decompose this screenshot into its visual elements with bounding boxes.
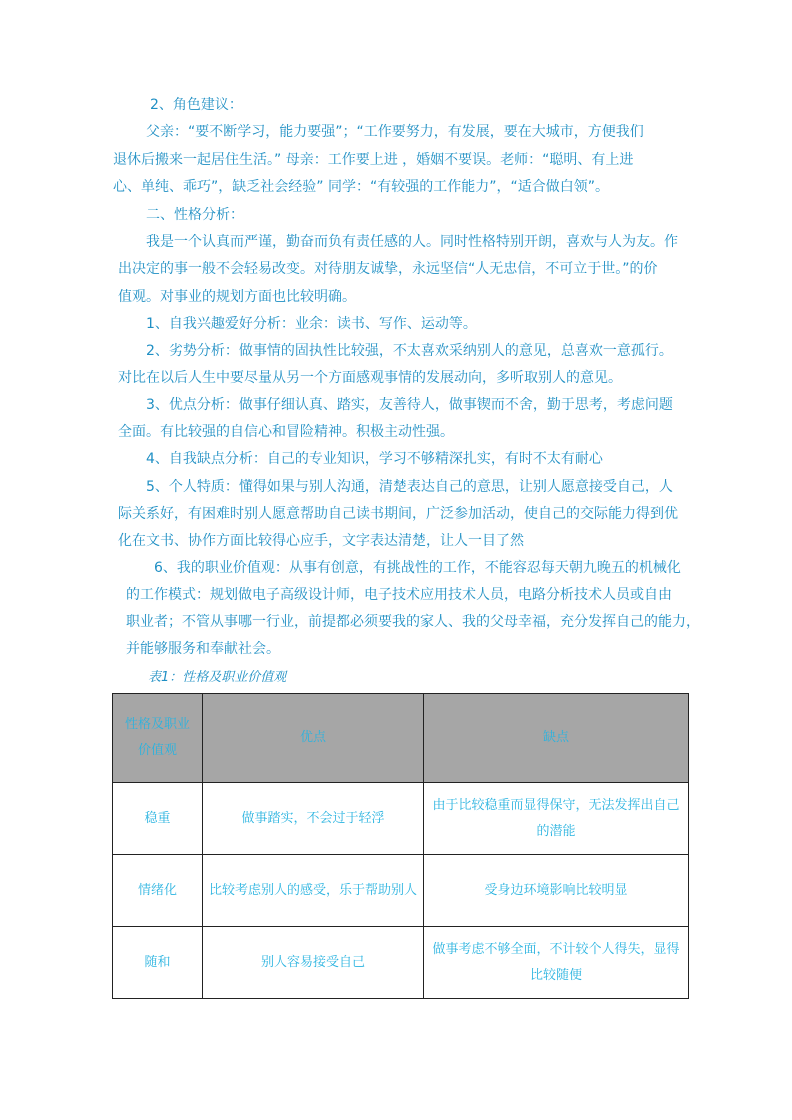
trait-cell: 情绪化: [113, 855, 203, 927]
paragraph-line: 6、我的职业价值观：从事有创意，有挑战性的工作，不能容忍每天朝九晚五的机械化: [154, 560, 681, 576]
weakness-cell: 由于比较稳重而显得保守，无法发挥出自己的潜能: [424, 783, 689, 855]
weakness-cell: 受身边环境影响比较明显: [424, 855, 689, 927]
paragraph-line: 2、劣势分析：做事情的固执性比较强，不太喜欢采纳别人的意见，总喜欢一意孤行。: [146, 343, 673, 359]
weakness-cell: 做事考虑不够全面，不计较个人得失，显得比较随便: [424, 927, 689, 999]
header-cell-weaknesses: 缺点: [424, 694, 689, 783]
paragraph-line: 际关系好，有困难时别人愿意帮助自己读书期间，广泛参加活动，使自己的交际能力得到优: [118, 506, 678, 522]
trait-cell: 随和: [113, 927, 203, 999]
paragraph-line: 并能够服务和奉献社会。: [126, 641, 280, 657]
paragraph-line: 的工作模式：规划做电子高级设计师，电子技术应用技术人员，电路分析技术人员或自由: [126, 587, 672, 603]
strength-cell: 别人容易接受自己: [203, 927, 424, 999]
paragraph-line: 出决定的事一般不会轻易改变。对待朋友诚挚，永远坚信“人无忠信，不可立于世。”的价: [118, 261, 658, 277]
paragraph-line: 值观。对事业的规划方面也比较明确。: [118, 289, 356, 305]
section-heading-personality-analysis: 二、性格分析：: [146, 207, 244, 223]
paragraph-line: 心、单纯、乖巧”，缺乏社会经验” 同学：“有较强的工作能力”，“适合做白领”。: [113, 179, 609, 195]
paragraph-line: 5、个人特质：懂得如果与别人沟通，清楚表达自己的意思，让别人愿意接受自己，人: [146, 479, 673, 495]
section-heading-role-suggestions: 2、角色建议：: [150, 97, 243, 113]
trait-cell: 稳重: [113, 783, 203, 855]
header-cell-strengths: 优点: [203, 694, 424, 783]
table-row: [113, 927, 689, 999]
paragraph-line: 3、优点分析：做事仔细认真、踏实，友善待人，做事锲而不舍，勤于思考，考虑问题: [146, 397, 673, 413]
paragraph-line: 全面。有比较强的自信心和冒险精神。积极主动性强。: [118, 424, 454, 440]
paragraph-line: 4、自我缺点分析：自己的专业知识，学习不够精深扎实，有时不太有耐心: [146, 451, 603, 467]
paragraph-line: 退休后搬来一起居住生活。” 母亲：工作要上进 ，婚姻不要误。老师：“聪明、有上进: [113, 152, 634, 168]
header-cell-trait: 性格及职业价值观: [113, 694, 203, 783]
strength-cell: 比较考虑别人的感受，乐于帮助别人: [203, 855, 424, 927]
paragraph-line: 我是一个认真而严谨，勤奋而负有责任感的人。同时性格特别开朗，喜欢与人为友。作: [146, 234, 678, 250]
paragraph-line: 1、自我兴趣爱好分析：业余：读书、写作、运动等。: [146, 316, 477, 332]
personality-values-table: [112, 693, 689, 999]
table-row: [113, 783, 689, 855]
paragraph-line: 职业者；不管从事哪一行业，前提都必须要我的家人、我的父母幸福，充分发挥自己的能力，: [126, 614, 700, 630]
paragraph-line: 化在文书、协作方面比较得心应手，文字表达清楚，让人一目了然: [118, 533, 524, 549]
table-caption: 表1：性格及职业价值观: [148, 670, 287, 685]
table-row: [113, 855, 689, 927]
strength-cell: 做事踏实，不会过于轻浮: [203, 783, 424, 855]
paragraph-line: 父亲：“要不断学习，能力要强”；“工作要努力，有发展，要在大城市，方便我们: [146, 124, 644, 140]
table-header-row: [113, 694, 689, 783]
paragraph-line: 对比在以后人生中要尽量从另一个方面感观事情的发展动向，多听取别人的意见。: [118, 370, 622, 386]
